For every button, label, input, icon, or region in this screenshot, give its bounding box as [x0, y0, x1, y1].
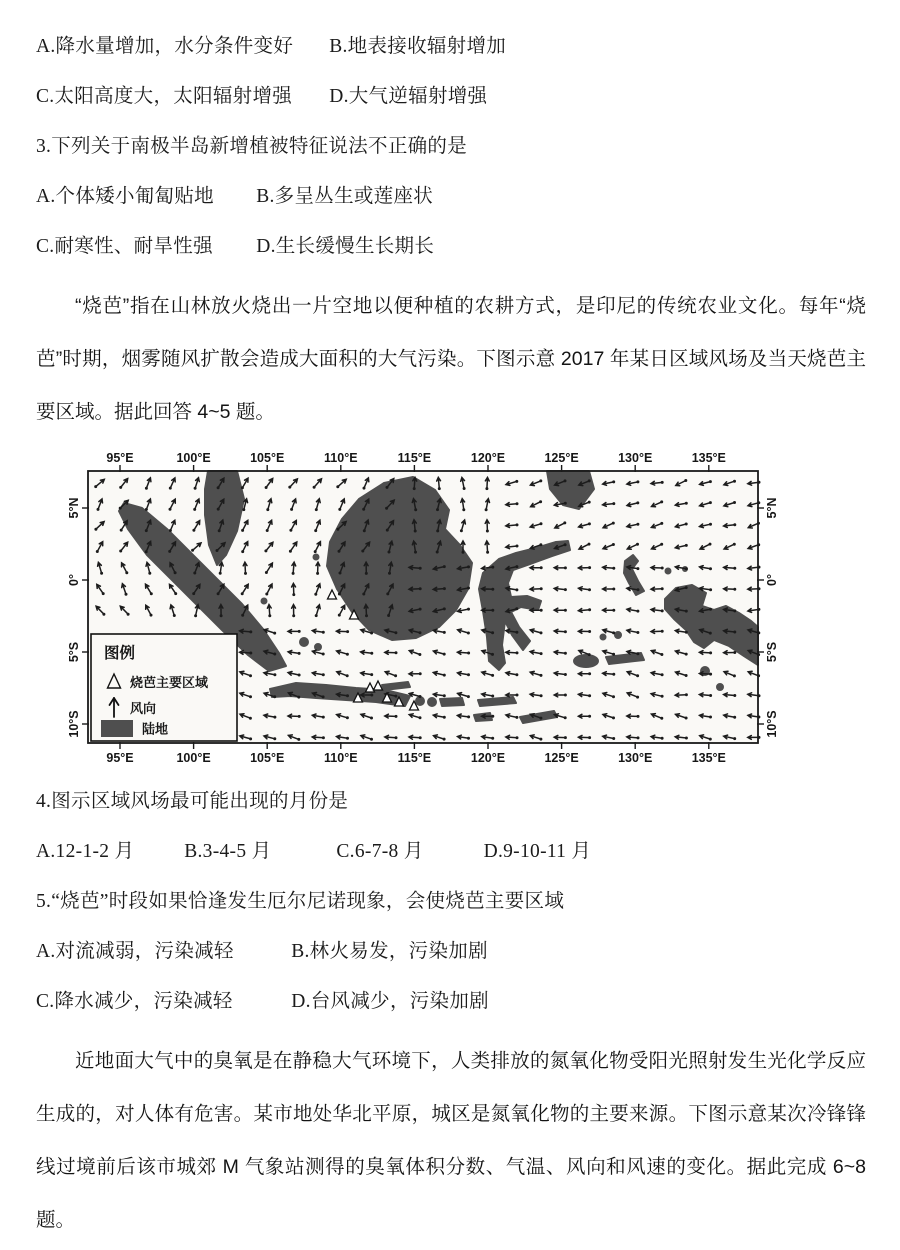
landmass-lombok: [428, 698, 436, 706]
landmass-bali: [416, 697, 424, 705]
q5-option-d: D.台风减少，污染加剧: [291, 991, 489, 1013]
q3-option-a: A.个体矮小匍匐贴地: [36, 186, 214, 207]
lon-label: 120°E: [470, 751, 506, 766]
lon-label: 115°E: [397, 451, 432, 466]
landmass-islet-1: [666, 569, 671, 574]
q2-option-c: C.太阳高度大，太阳辐射增强: [36, 86, 293, 107]
lon-label: 135°E: [691, 451, 726, 466]
q2-options-ab: [36, 30, 866, 58]
landmass-sumbawa: [440, 698, 464, 706]
q5-option-a: A.对流减弱，污染减轻: [36, 941, 234, 963]
lon-label: 105°E: [250, 751, 285, 766]
wind-field-map: [58, 449, 798, 774]
q2-option-a: A.降水量增加，水分条件变好: [36, 36, 294, 57]
q2-option-d: D.大气逆辐射增强: [329, 86, 488, 107]
lon-axis-bottom: [106, 751, 726, 765]
q4-stem: 4.图示区域风场最可能出现的月份是: [36, 791, 349, 813]
map-legend: [91, 634, 237, 741]
landmass-natuna: [314, 555, 319, 560]
lon-label: 105°E: [250, 451, 285, 466]
lon-label: 130°E: [618, 451, 653, 466]
lon-label: 100°E: [176, 751, 211, 766]
q2-options-cd: [36, 80, 866, 108]
q2-option-b: B.地表接收辐射增加: [329, 36, 507, 57]
lon-label: 100°E: [176, 451, 211, 466]
lon-label: 135°E: [691, 751, 726, 766]
q3-options-ab: [36, 180, 866, 208]
lat-label: 5°S: [67, 641, 81, 663]
lat-axis-left: [67, 498, 81, 738]
lat-axis-right: [765, 498, 779, 738]
q4-option-b: B.3-4-5 月: [184, 841, 272, 863]
q3-stem: 3.下列关于南极半岛新增植被特征说法不正确的是: [36, 136, 468, 157]
landmass-aru: [717, 684, 723, 690]
q3-option-d: D.生长缓慢生长期长: [256, 236, 435, 257]
q5-option-c: C.降水减少，污染减轻: [36, 991, 233, 1013]
legend-title: 图例: [104, 645, 136, 663]
q4-option-a: A.12-1-2 月: [36, 841, 135, 863]
q3-options-cd: [36, 230, 866, 258]
lat-label: 0°: [765, 574, 779, 587]
q5-option-b: B.林火易发，污染加剧: [291, 941, 488, 963]
legend-wind-label: 风向: [130, 701, 157, 717]
q5-stem: 5.“烧芭”时段如果恰逢发生厄尔尼诺现象，会使烧芭主要区域: [36, 891, 565, 913]
wind-map-figure: [58, 449, 866, 779]
lat-label: 5°N: [765, 497, 779, 519]
landmass-bangka: [300, 638, 308, 646]
legend-land-label: 陆地: [142, 721, 169, 737]
landmass-buru: [574, 655, 598, 667]
passage-shaoba: “烧芭”指在山林放火烧出一片空地以便种植的农耕方式，是印尼的传统农业文化。每年“烧芭”时期，烟雾随风扩散会造成大面积的大气污染。下图示意 2017 年某日区域风场及当天烧芭主要区域。据此回答 4~5 题。: [36, 295, 866, 424]
lon-label: 130°E: [618, 751, 653, 766]
landmass-sula: [601, 635, 606, 640]
lon-label: 95°E: [106, 451, 134, 466]
q4-option-d: D.9-10-11 月: [483, 841, 592, 863]
lon-axis-top: [106, 451, 726, 465]
q4-options: [36, 835, 866, 863]
lon-label: 115°E: [397, 751, 432, 766]
lat-label: 0°: [67, 574, 81, 587]
landmass-belitung: [315, 644, 321, 650]
lat-label: 10°S: [765, 710, 779, 738]
q5-options-ab: [36, 935, 866, 963]
q4-option-c: C.6-7-8 月: [336, 841, 424, 863]
lon-label: 95°E: [106, 751, 134, 766]
land-swatch-icon: [102, 721, 132, 736]
lon-label: 125°E: [544, 751, 579, 766]
lat-label: 5°S: [765, 641, 779, 663]
landmass-banggai: [615, 632, 621, 638]
q3-option-b: B.多呈丛生或莲座状: [256, 186, 434, 207]
lon-label: 125°E: [544, 451, 579, 466]
lat-label: 10°S: [67, 710, 81, 738]
lon-label: 110°E: [324, 451, 358, 466]
passage-ozone: 近地面大气中的臭氧是在静稳大气环境下，人类排放的氮氧化物受阳光照射发生光化学反应生成的，对人体有危害。某市地处华北平原，城区是氮氧化物的主要来源。下图示意某次冷锋锋线过境前后该市城郊 M 气象站测得的臭氧体积分数、气温、风向和风速的变化。据此完成 6~8 题。: [36, 1050, 866, 1232]
legend-burn-label: 烧芭主要区域: [130, 675, 209, 691]
q5-options-cd: [36, 985, 866, 1013]
q3-option-c: C.耐寒性、耐旱性强: [36, 236, 213, 257]
lon-label: 110°E: [324, 751, 358, 766]
lat-label: 5°N: [67, 497, 81, 519]
landmass-riau-islands: [262, 599, 267, 604]
lon-label: 120°E: [470, 451, 506, 466]
